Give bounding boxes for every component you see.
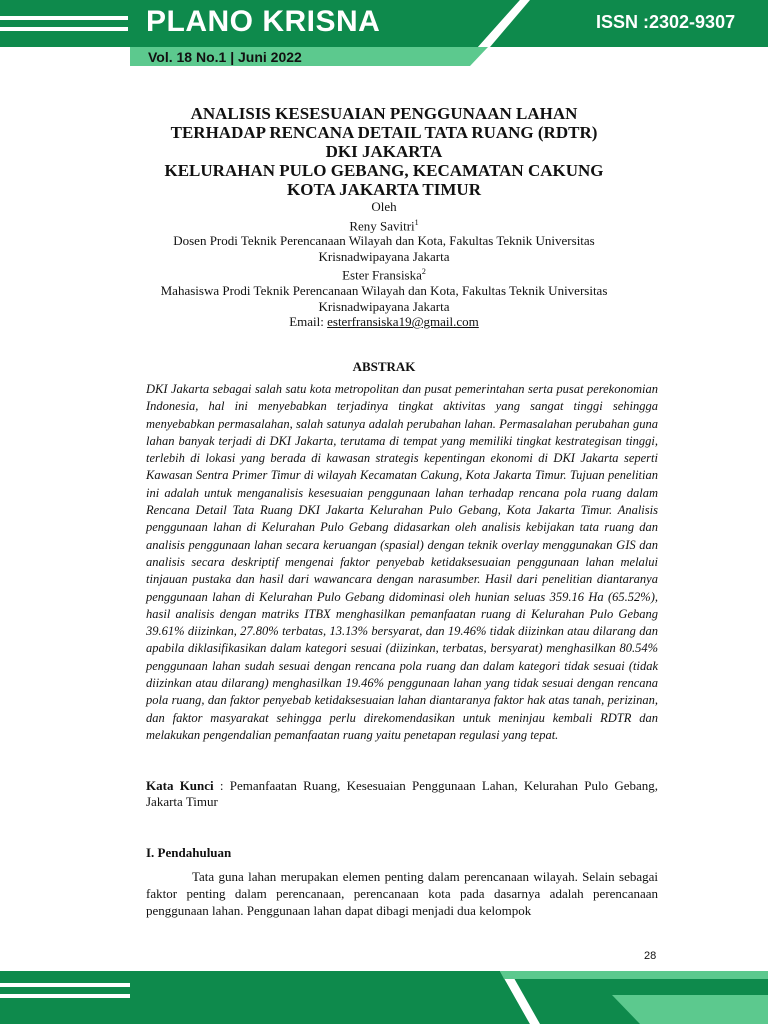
author-1-affiliation: Dosen Prodi Teknik Perencanaan Wilayah dan Kota, Fakultas Teknik Universitas: [173, 233, 595, 249]
page-number: 28: [644, 950, 657, 962]
section-title: I. Pendahuluan: [146, 845, 232, 860]
email-label: Email:: [289, 314, 328, 330]
issn-label: ISSN :2302-9307: [596, 12, 736, 32]
by-label: Oleh: [371, 199, 397, 214]
author-2: [100, 264, 668, 283]
abstract-heading: ABSTRAK: [352, 359, 416, 374]
author-1-name: Reny Savitri: [349, 217, 415, 233]
keywords: [146, 778, 658, 810]
author-2-superscript: 2: [421, 267, 426, 277]
author-1-affiliation: Krisnadwipayana Jakarta: [318, 248, 450, 264]
author-2-affiliation: Mahasiswa Prodi Teknik Perencanaan Wilayah dan Kota, Fakultas Teknik Universitas: [160, 283, 608, 299]
paper-title-block: [100, 104, 668, 330]
paper-title-line: KELURAHAN PULO GEBANG, KECAMATAN CAKUNG: [164, 161, 604, 180]
journal-header-banner: [0, 0, 768, 47]
header-banner-graphic: [0, 0, 768, 70]
author-1-superscript: 1: [414, 217, 419, 227]
volume-issue: Vol. 18 No.1 | Juni 2022: [148, 49, 302, 65]
author-1: [100, 215, 668, 234]
journal-title: PLANO KRISNA: [146, 5, 381, 38]
journal-footer-banner: [0, 955, 768, 1024]
abstract-text: DKI Jakarta sebagai salah satu kota metropolitan dan pusat pemerintahan serta pusat perekonomian Indonesia, hal ini menyebabkan terjadinya tingkat aktivitas yang sangat tinggi sehingga menyebabkan permasalahan, salah satunya adalah perubahan lahan. Permasalahan perubahan guna lahan banyak terjadi di DKI Jakarta, terutama di tempat yang memiliki tingkat kestrategisan tinggi, terlebih di lokasi yang berada di kawasan strategis kepentingan ekonomi di DKI Jakarta seperti Kawasan Sentra Primer Timur di wilayah Kecamatan Cakung, Kota Jakarta Timur. Tujuan penelitian ini adalah untuk menganalisis kesesuaian penggunaan lahan terhadap rencana pola ruang dalam Rencana Detail Tata Ruang DKI Jakarta Kelurahan Pulo Gebang, Kota Jakarta Timur. Analisis penggunaan lahan di Kelurahan Pulo Gebang didasarkan oleh analisis kebijakan tata ruang dan analisis penggunaan lahan secara keruangan (spasial) dengan teknik overlay menggunakan GIS dan analisis secara deskriptif mengenai faktor penyebab ketidaksesuaian penggunaan lahan melalui tinjauan pustaka dan hasil dari wawancara dengan narasumber. Hasil dari penelitian diantaranya penggunaan lahan di Kelurahan Pulo Gebang didominasi oleh hunian seluas 359.16 Ha (65.52%), hasil analisis dengan matriks ITBX menghasilkan pemanfaatan ruang di Kelurahan Pulo Gebang 39.61% diizinkan, 27.80% terbatas, 13.13% bersyarat, dan 19.46% tidak diizinkan atau dilarang dan apabila diklasifikasikan dalam kategori sesuai (diizinkan, terbatas, bersyarat) menghasilkan 80.54% penggunaan lahan sudah sesuai dengan rencana pola ruang dan dalam kategori tidak sesuai (tidak diizinkan atau dilarang) menghasilkan 19.46% penggunaan lahan yang tidak sesuai dengan rencana pola ruang, dan faktor penyebab ketidaksesuaian lahan diantaranya faktor hak atas tanah, perizinan, dan faktor masyarakat sehingga perlu direkomendasikan untuk meninjau kembali RDTR dan melakukan pengendalian pemanfaatan ruang yaitu penetapan regulasi yang tepat.: [146, 382, 658, 742]
paper-title-line: KOTA JAKARTA TIMUR: [287, 180, 481, 199]
keywords-label: Kata Kunci: [146, 778, 214, 793]
email-line: [100, 314, 668, 330]
paper-title-line: ANALISIS KESESUAIAN PENGGUNAAN LAHAN: [190, 104, 578, 123]
section-body-text: Tata guna lahan merupakan elemen penting dalam perencanaan wilayah. Selain sebagai faktor penting dalam perencanaan, perencanaan kota pada dasarnya adalah perencanaan penggunaan lahan. Penggunaan lahan dapat dibagi menjadi dua kelompok: [146, 869, 658, 918]
author-2-affiliation: Krisnadwipayana Jakarta: [318, 298, 450, 314]
keywords-separator: :: [213, 778, 230, 793]
email-link[interactable]: esterfransiska19@gmail.com: [327, 314, 479, 330]
author-2-name: Ester Fransiska: [342, 267, 422, 283]
paper-title-line: DKI JAKARTA: [325, 142, 443, 161]
paper-title-line: TERHADAP RENCANA DETAIL TATA RUANG (RDTR): [170, 123, 598, 142]
footer-banner-graphic: [0, 955, 768, 1024]
keywords-text: Pemanfaatan Ruang, Kesesuaian Penggunaan Lahan, Kelurahan Pulo Gebang, Jakarta Timur: [146, 778, 658, 809]
